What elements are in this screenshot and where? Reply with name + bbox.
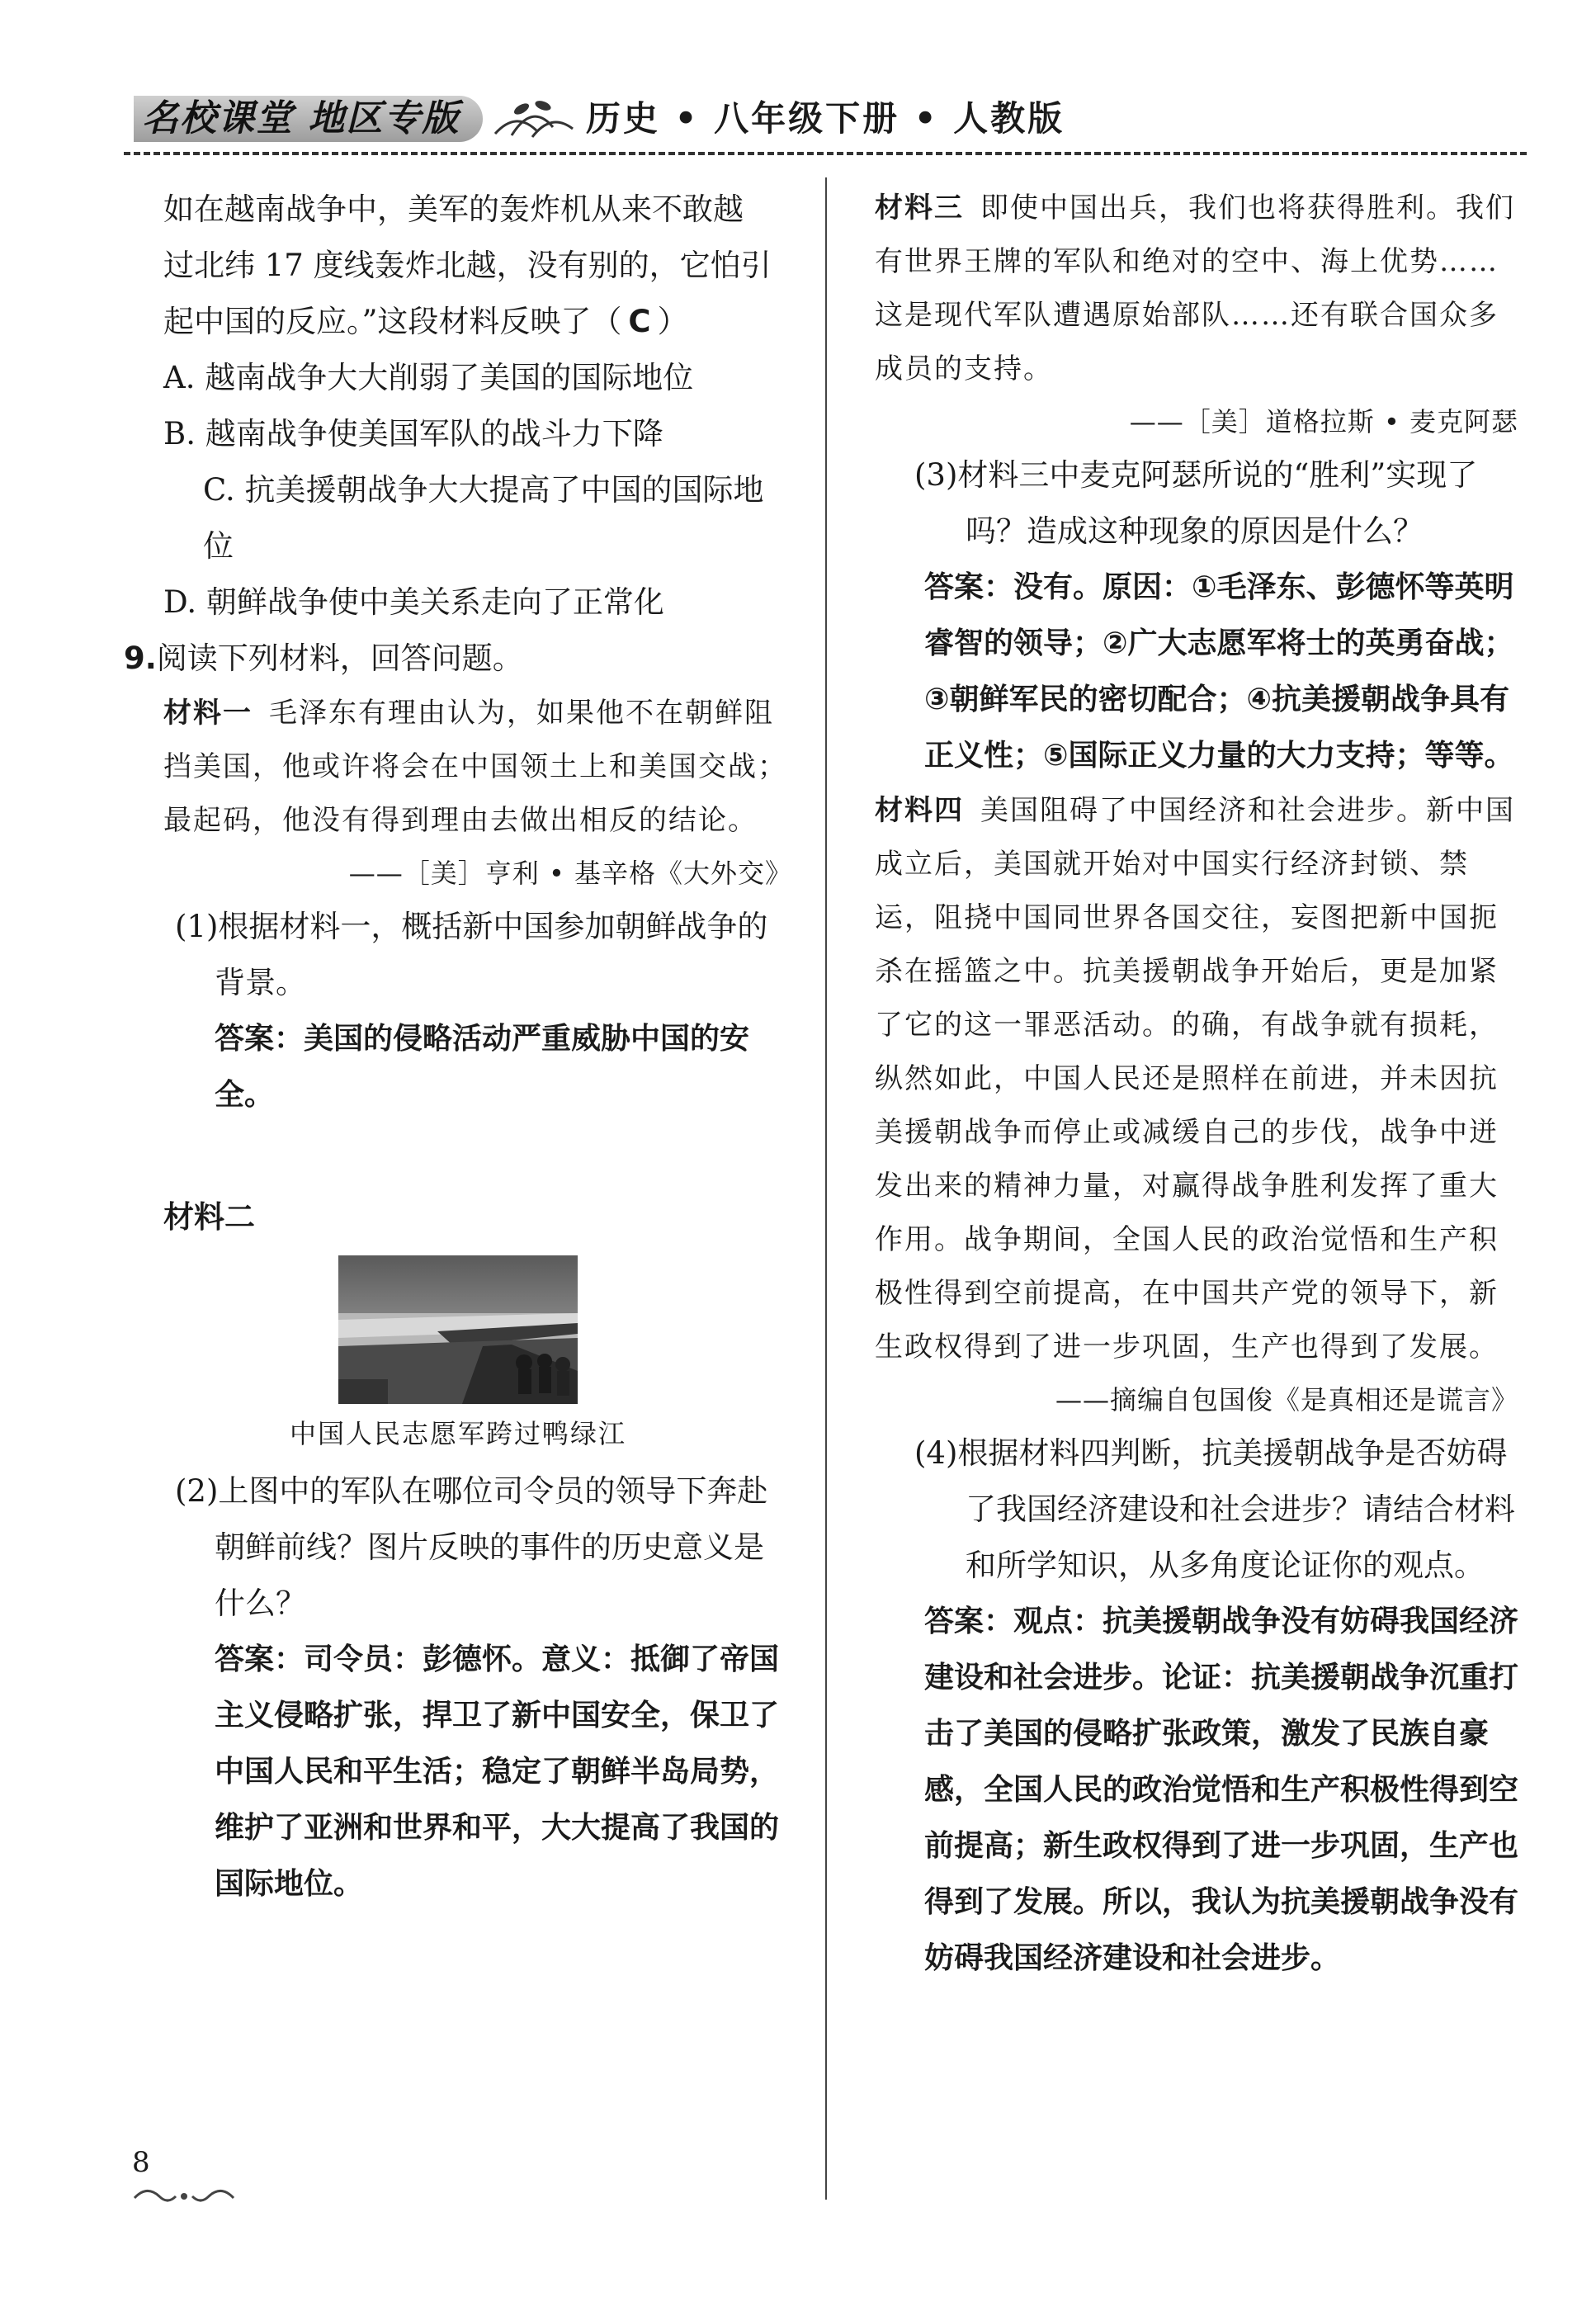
sub-question-1: (1)根据材料一，概括新中国参加朝鲜战争的背景。 bbox=[175, 909, 768, 1000]
answer-1: 答案：美国的侵略活动严重威胁中国的安全。 bbox=[215, 1022, 750, 1112]
answer-4: 答案：观点：抗美援朝战争没有妨碍我国经济建设和社会进步。论证：抗美援朝战争沉重打击了美国的侵略扩张政策，激发了民族自豪感，全国人民的政治觉悟和生产积极性得到空前提高；新生政权得到了进一步巩固，生产也得到了发展。所以，我认为抗美援朝战争没有妨碍我国经济建设和社会进步。 bbox=[924, 1605, 1519, 1975]
material-2-caption: 中国人民志愿军跨过鸭绿江 bbox=[289, 1418, 626, 1449]
material-1-text: 毛泽东有理由认为，如果他不在朝鲜阻挡美国，他或许将会在中国领土上和美国交战；最起码，他没有得到理由去做出相反的结论。 bbox=[163, 697, 787, 837]
q8-text-line bbox=[124, 294, 792, 350]
material-4-text: 美国阻碍了中国经济和社会进步。新中国成立后，美国就开始对中国实行经济封锁、禁运，阻挠中国同世界各国交往，妄图把新中国扼杀在摇篮之中。抗美援朝战争开始后，更是加紧了它的这一罪恶活动。的确，有战争就有损耗，纵然如此，中国人民还是照样在前进，并未因抗美援朝战争而停止或减缓自己的步伐，战争中迸发出来的精神力量，对赢得战争胜利发挥了重大作用。战争期间，全国人民的政治觉悟和生产积极性得到空前提高，在中国共产党的领导下，新生政权得到了进一步巩固，生产也得到了发展。 bbox=[875, 794, 1515, 1364]
volunteer-army-crossing-photo bbox=[338, 1255, 578, 1404]
swirl-ornament-icon bbox=[130, 2183, 238, 2208]
q8-text-pre: 起中国的反应。”这段材料反映了（ bbox=[163, 304, 622, 339]
material-2-label: 材料二 bbox=[163, 1199, 255, 1235]
option-c-text: C. 抗美援朝战争大大提高了中国的国际地位 bbox=[203, 472, 764, 564]
material-2 bbox=[124, 1189, 792, 1245]
material-3 bbox=[875, 182, 1518, 396]
sub-question-4: (4)根据材料四判断，抗美援朝战争是否妨碍了我国经济建设和社会进步？请结合材料和所学知识，从多角度论证你的观点。 bbox=[914, 1435, 1515, 1583]
column-divider bbox=[825, 177, 827, 2200]
q8-text-line: 过北纬 17 度线轰炸北越，没有别的，它怕引 bbox=[163, 248, 772, 283]
subject-title: 历史 • 八年级下册 • 人教版 bbox=[586, 98, 1065, 139]
question-9 bbox=[124, 631, 792, 687]
option-b: B. 越南战争使美国军队的战斗力下降 bbox=[163, 416, 663, 451]
option-c bbox=[124, 462, 792, 574]
option-a: A. 越南战争大大削弱了美国的国际地位 bbox=[163, 360, 694, 395]
q8-text-line: 如在越南战争中，美军的轰炸机从来不敢越 bbox=[163, 191, 744, 227]
material-1-source: ——［美］亨利 • 基辛格《大外交》 bbox=[348, 858, 792, 889]
sub-question-3: (3)材料三中麦克阿瑟所说的“胜利”实现了吗？造成这种现象的原因是什么？ bbox=[914, 457, 1478, 549]
material-1 bbox=[124, 687, 792, 848]
question-9-number: 9. bbox=[124, 640, 157, 676]
answer-2: 答案：司令员：彭德怀。意义：抵御了帝国主义侵略扩张，捍卫了新中国安全，保卫了中国人民和平生活；稳定了朝鲜半岛局势，维护了亚洲和世界和平，大大提高了我国的国际地位。 bbox=[215, 1642, 780, 1901]
material-4-source: ——摘编自包国俊《是真相还是谎言》 bbox=[1055, 1384, 1518, 1416]
right-column bbox=[875, 182, 1518, 1987]
answer-3: 答案：没有。原因：①毛泽东、彭德怀等英明睿智的领导；②广大志愿军将士的英勇奋战；③朝鲜军民的密切配合；④抗美援朝战争具有正义性；⑤国际正义力量的大力支持；等等。 bbox=[924, 570, 1514, 773]
left-column bbox=[124, 182, 792, 1912]
header-divider bbox=[124, 152, 1527, 155]
page-number: 8 bbox=[132, 2146, 150, 2179]
q8-text-post: ） bbox=[657, 304, 688, 339]
material-4 bbox=[875, 784, 1518, 1374]
material-4-label: 材料四 bbox=[875, 794, 964, 827]
material-1-label: 材料一 bbox=[163, 697, 253, 730]
page-header bbox=[124, 83, 1527, 157]
q8-answer: C bbox=[628, 304, 651, 339]
leaf-ornament-icon bbox=[487, 94, 578, 144]
option-d: D. 朝鲜战争使中美关系走向了正常化 bbox=[163, 584, 664, 620]
material-3-text: 即使中国出兵，我们也将获得胜利。我们有世界王牌的军队和绝对的空中、海上优势……这是现代军队遭遇原始部队……还有联合国众多成员的支持。 bbox=[875, 191, 1515, 385]
series-brand: 名校课堂 地区专版 bbox=[134, 96, 483, 142]
sub-question-2: (2)上图中的军队在哪位司令员的领导下奔赴朝鲜前线？图片反映的事件的历史意义是什么？ bbox=[175, 1473, 768, 1621]
question-9-stem: 阅读下列材料，回答问题。 bbox=[156, 640, 523, 676]
material-2-figure bbox=[124, 1255, 792, 1404]
material-3-source: ——［美］道格拉斯 • 麦克阿瑟 bbox=[1129, 406, 1518, 437]
material-3-label: 材料三 bbox=[875, 191, 964, 225]
